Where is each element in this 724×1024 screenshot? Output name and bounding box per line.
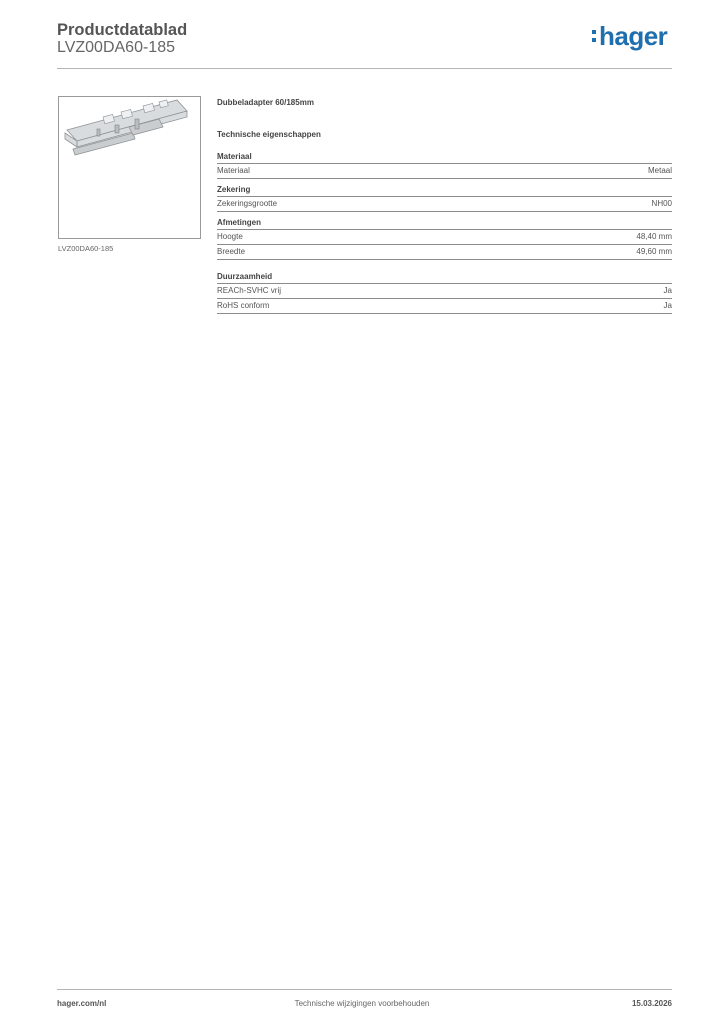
product-code: LVZ00DA60-185 <box>57 39 175 56</box>
footer-disclaimer: Technische wijzigingen voorbehouden <box>294 999 430 1008</box>
spec-value: 48,40 mm <box>636 232 672 241</box>
spec-row <box>217 299 672 314</box>
spec-value: Metaal <box>647 166 672 175</box>
product-name: Dubbeladapter 60/185mm <box>217 98 314 107</box>
spec-value: 49,60 mm <box>636 247 672 256</box>
spec-label: REACh-SVHC vrij <box>217 286 282 295</box>
product-image <box>58 96 201 239</box>
group-title: Afmetingen <box>217 216 672 230</box>
adapter-illustration <box>59 97 200 238</box>
header-divider <box>57 68 672 69</box>
spec-value: Ja <box>663 286 672 295</box>
specifications <box>217 98 672 318</box>
spec-group-afmetingen <box>217 216 672 260</box>
spec-label: RoHS conform <box>217 301 270 310</box>
spec-label: Zekeringsgrootte <box>217 199 278 208</box>
spec-label: Hoogte <box>217 232 243 241</box>
spec-label: Breedte <box>217 247 246 256</box>
spec-group-duurzaamheid <box>217 270 672 314</box>
spec-label: Materiaal <box>217 166 250 175</box>
spec-row <box>217 230 672 245</box>
hager-logo <box>592 21 672 58</box>
footer-date: 15.03.2026 <box>631 999 672 1008</box>
spec-row <box>217 284 672 299</box>
logo-text: hager <box>599 21 668 51</box>
footer-divider <box>57 989 672 990</box>
spec-row <box>217 197 672 212</box>
page-title: Productdatablad <box>57 21 188 39</box>
section-heading: Technische eigenschappen <box>217 130 321 139</box>
spec-value: Ja <box>663 301 672 310</box>
spec-group-zekering <box>217 183 672 212</box>
group-title: Zekering <box>217 183 672 197</box>
group-title: Duurzaamheid <box>217 270 672 284</box>
footer-website-link[interactable]: hager.com/nl <box>57 999 107 1008</box>
spec-row <box>217 245 672 260</box>
spec-row <box>217 164 672 179</box>
image-caption: LVZ00DA60-185 <box>58 244 114 253</box>
spec-group-materiaal <box>217 150 672 179</box>
group-title: Materiaal <box>217 150 672 164</box>
spec-value: NH00 <box>651 199 672 208</box>
